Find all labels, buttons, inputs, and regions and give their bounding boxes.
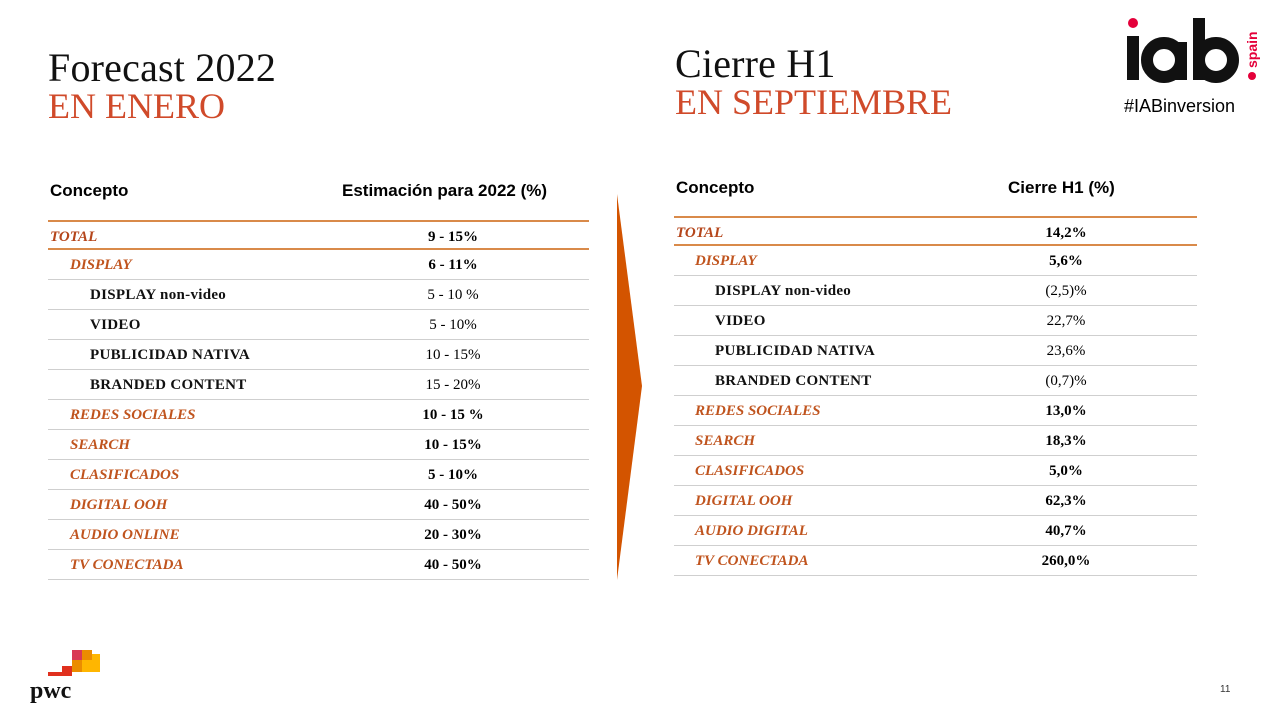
row-label: REDES SOCIALES bbox=[70, 407, 196, 423]
row-label: SEARCH bbox=[70, 437, 131, 453]
row-label: BRANDED CONTENT bbox=[715, 373, 872, 389]
table-row bbox=[674, 396, 1197, 426]
table-row bbox=[674, 216, 1197, 246]
row-value: 13,0% bbox=[1045, 403, 1087, 419]
row-value: 6 - 11% bbox=[428, 257, 478, 273]
table-row bbox=[674, 486, 1197, 516]
row-value: 5,0% bbox=[1049, 463, 1083, 479]
row-label: DIGITAL OOH bbox=[695, 493, 793, 509]
row-value: 18,3% bbox=[1045, 433, 1087, 449]
table-row bbox=[674, 516, 1197, 546]
row-value: 14,2% bbox=[1045, 225, 1087, 241]
row-label: TV CONECTADA bbox=[695, 553, 809, 569]
arrow-right-icon bbox=[612, 190, 646, 584]
row-value: 20 - 30% bbox=[424, 527, 482, 543]
left-subtitle: EN ENERO bbox=[48, 86, 225, 126]
cierre-table bbox=[674, 216, 1197, 576]
row-label: TOTAL bbox=[50, 229, 98, 245]
row-label: AUDIO ONLINE bbox=[70, 527, 180, 543]
row-value: 40 - 50% bbox=[424, 557, 482, 573]
row-label: PUBLICIDAD NATIVA bbox=[715, 343, 875, 359]
row-label: BRANDED CONTENT bbox=[90, 377, 247, 393]
row-value: 40 - 50% bbox=[424, 497, 482, 513]
right-subtitle: EN SEPTIEMBRE bbox=[675, 82, 953, 122]
table-row bbox=[48, 250, 589, 280]
row-label: REDES SOCIALES bbox=[695, 403, 821, 419]
page-number: 11 bbox=[1220, 684, 1231, 695]
row-value: 260,0% bbox=[1041, 553, 1091, 569]
row-label: TOTAL bbox=[676, 225, 724, 241]
table-row bbox=[48, 220, 589, 250]
table-row bbox=[48, 370, 589, 400]
left-title: Forecast 2022 bbox=[48, 45, 277, 90]
row-value: 10 - 15 % bbox=[422, 407, 484, 423]
row-value: 22,7% bbox=[1046, 313, 1086, 329]
table-row bbox=[48, 280, 589, 310]
row-label: CLASIFICADOS bbox=[70, 467, 180, 483]
table-row bbox=[48, 490, 589, 520]
row-label: TV CONECTADA bbox=[70, 557, 184, 573]
hashtag: #IABinversion bbox=[1124, 96, 1236, 116]
row-label: VIDEO bbox=[90, 317, 141, 333]
row-label: AUDIO DIGITAL bbox=[695, 523, 808, 539]
row-label: DISPLAY bbox=[70, 257, 132, 273]
table-row bbox=[674, 306, 1197, 336]
left-col-value: Estimación para 2022 (%) bbox=[342, 181, 548, 200]
row-value: 23,6% bbox=[1046, 343, 1086, 359]
row-value: 5 - 10% bbox=[428, 467, 478, 483]
row-label: DIGITAL OOH bbox=[70, 497, 168, 513]
row-label: DISPLAY non-video bbox=[715, 283, 852, 299]
table-row bbox=[48, 340, 589, 370]
table-row bbox=[674, 546, 1197, 576]
forecast-table bbox=[48, 220, 589, 580]
row-label: DISPLAY bbox=[695, 253, 757, 269]
row-value: (0,7)% bbox=[1045, 373, 1087, 389]
row-value: 9 - 15% bbox=[428, 229, 478, 245]
table-row bbox=[674, 366, 1197, 396]
right-col-concept: Concepto bbox=[676, 178, 755, 197]
logo-spain-text: spain bbox=[1244, 31, 1260, 68]
table-row bbox=[674, 246, 1197, 276]
table-row bbox=[674, 336, 1197, 366]
table-row bbox=[48, 460, 589, 490]
row-value: (2,5)% bbox=[1045, 283, 1087, 299]
row-label: CLASIFICADOS bbox=[695, 463, 805, 479]
row-label: PUBLICIDAD NATIVA bbox=[90, 347, 250, 363]
table-row bbox=[48, 550, 589, 580]
right-title: Cierre H1 bbox=[675, 41, 836, 86]
row-value: 62,3% bbox=[1045, 493, 1087, 509]
row-value: 5 - 10% bbox=[429, 317, 477, 333]
row-value: 10 - 15% bbox=[425, 347, 481, 363]
row-value: 5 - 10 % bbox=[427, 287, 479, 303]
row-value: 40,7% bbox=[1045, 523, 1087, 539]
right-col-value: Cierre H1 (%) bbox=[1008, 178, 1115, 197]
table-row bbox=[674, 426, 1197, 456]
table-row bbox=[48, 520, 589, 550]
row-value: 10 - 15% bbox=[424, 437, 482, 453]
row-label: VIDEO bbox=[715, 313, 766, 329]
row-value: 5,6% bbox=[1049, 253, 1083, 269]
table-row bbox=[48, 310, 589, 340]
table-row bbox=[48, 430, 589, 460]
row-label: DISPLAY non-video bbox=[90, 287, 227, 303]
table-row bbox=[674, 276, 1197, 306]
pwc-text: pwc bbox=[30, 678, 72, 704]
row-label: SEARCH bbox=[695, 433, 756, 449]
left-col-concept: Concepto bbox=[50, 181, 129, 200]
table-row bbox=[48, 400, 589, 430]
row-value: 15 - 20% bbox=[425, 377, 481, 393]
iab-spain-logo bbox=[1118, 14, 1264, 86]
pwc-logo bbox=[28, 644, 108, 704]
table-row bbox=[674, 456, 1197, 486]
